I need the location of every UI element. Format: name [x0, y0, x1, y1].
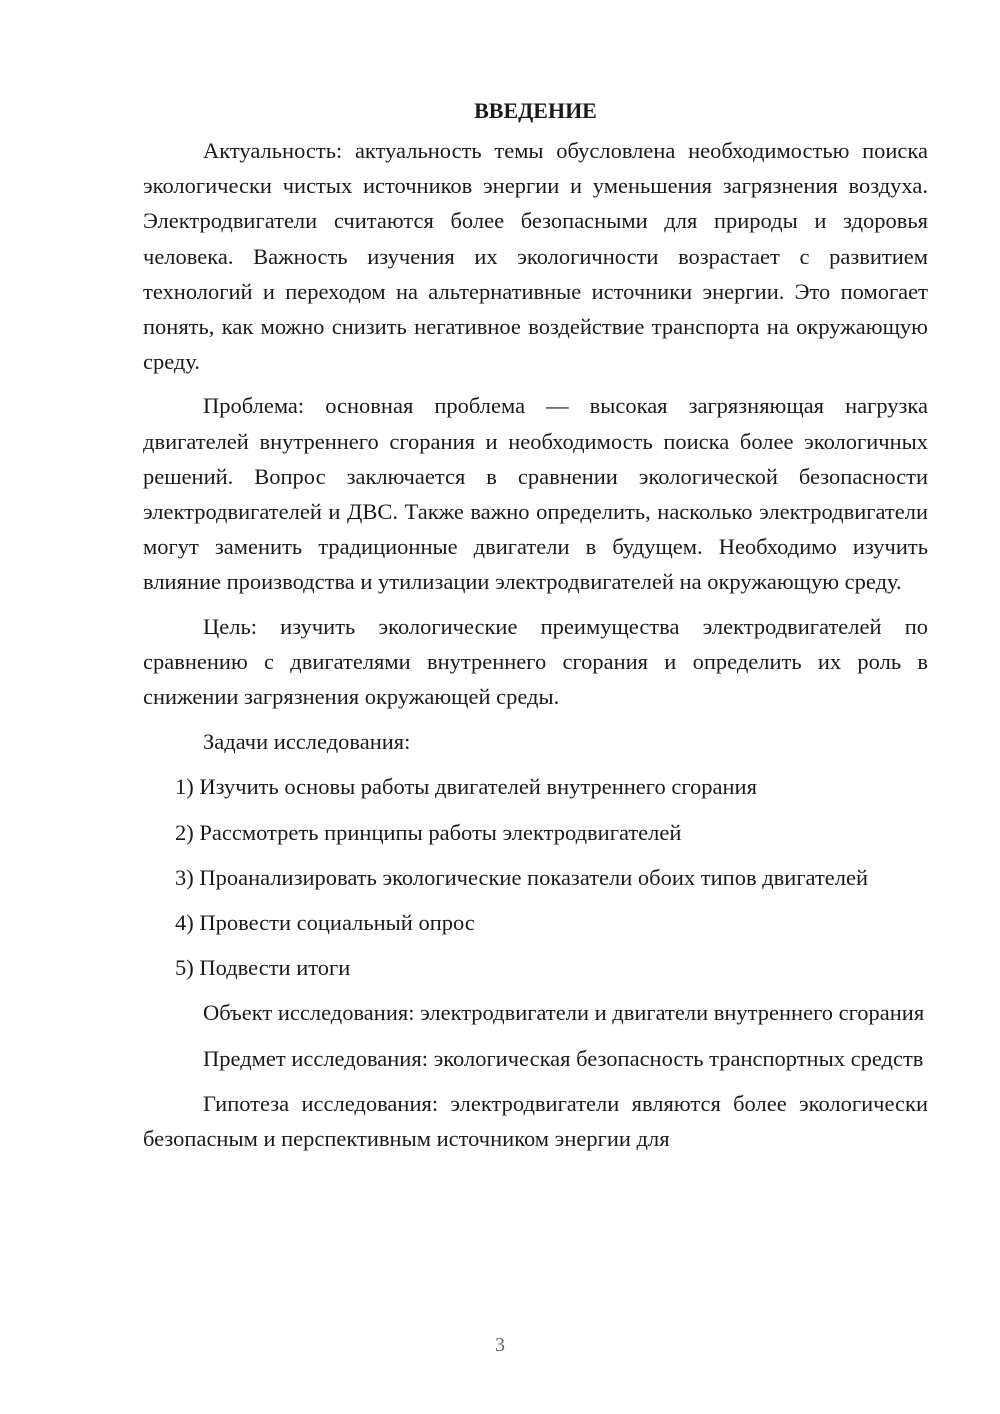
paragraph-relevance: Актуальность: актуальность темы обусловлена необходимостью поиска экологически чистых источников энергии и уменьшения загрязнения воздуха. Электродвигатели считаются более безопасными для природы и здоровья человека. Важность изучения их экологичности возрастает с развитием технологий и переходом на альтернативные источники энергии. Это помогает понять, как можно снизить негативное воздействие транспорта на окружающую среду. [143, 138, 928, 375]
task-item-1: 1) Изучить основы работы двигателей внутреннего сгорания [175, 774, 757, 800]
paragraph-tasks-heading: Задачи исследования: [203, 729, 411, 755]
document-page [143, 95, 928, 1156]
task-item-5: 5) Подвести итоги [175, 955, 351, 981]
paragraph-object: Объект исследования: электродвигатели и двигатели внутреннего сгорания [203, 1000, 925, 1026]
task-item-2: 2) Рассмотреть принципы работы электродвигателей [175, 819, 682, 845]
task-item-4: 4) Провести социальный опрос [175, 910, 475, 936]
paragraph-subject: Предмет исследования: экологическая безопасность транспортных средств [203, 1045, 924, 1071]
section-title: ВВЕДЕНИЕ [474, 98, 597, 123]
page-number: 3 [495, 1334, 505, 1356]
paragraph-goal: Цель: изучить экологические преимущества электродвигателей по сравнению с двигателями внутреннего сгорания и определить их роль в снижении загрязнения окружающей среды. [143, 613, 928, 710]
paragraph-hypothesis: Гипотеза исследования: электродвигатели являются более экологически безопасным и перспективным источником энергии для [143, 1090, 928, 1152]
task-item-3: 3) Проанализировать экологические показатели обоих типов двигателей [175, 864, 869, 890]
paragraph-problem: Проблема: основная проблема — высокая загрязняющая нагрузка двигателей внутреннего сгорания и необходимость поиска более экологичных решений. Вопрос заключается в сравнении экологической безопасности электродвигателей и ДВС. Также важно определить, насколько электродвигатели могут заменить традиционные двигатели в будущем. Необходимо изучить влияние производства и утилизации электродвигателей на окружающую среду. [143, 393, 928, 595]
